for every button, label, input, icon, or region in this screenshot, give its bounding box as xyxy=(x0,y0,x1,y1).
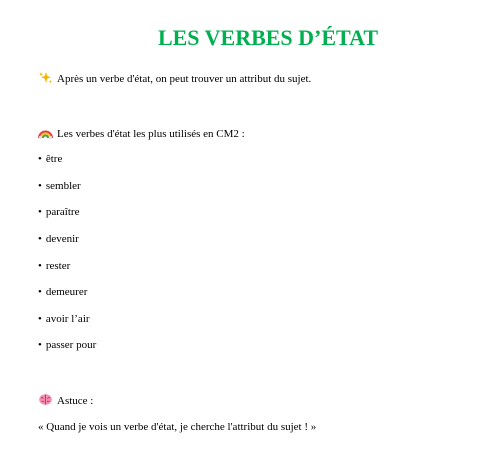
bullet-icon: • xyxy=(38,233,42,245)
list-item xyxy=(38,338,96,352)
list-item xyxy=(38,179,81,193)
verb-sembler: sembler xyxy=(45,180,81,192)
intro-text: Après un verbe d'état, on peut trouver un attribut du sujet. xyxy=(57,73,312,85)
bullet-icon: • xyxy=(38,260,42,272)
sparkles-icon xyxy=(38,71,53,84)
intro-line xyxy=(38,71,311,86)
bullet-icon: • xyxy=(38,180,42,192)
page-title: LES VERBES D’ÉTAT xyxy=(157,25,379,50)
bullet-icon: • xyxy=(38,153,42,165)
verb-etre: être xyxy=(45,153,63,165)
verb-avoir-lair: avoir l’air xyxy=(45,313,90,325)
list-heading-text: Les verbes d'état les plus utilisés en CM2 : xyxy=(57,128,245,140)
bullet-icon: • xyxy=(38,313,42,325)
list-item xyxy=(38,312,90,326)
rainbow-icon xyxy=(38,126,53,139)
list-item xyxy=(38,232,79,246)
verb-paraitre: paraître xyxy=(45,206,80,218)
brain-icon xyxy=(38,393,53,406)
verb-devenir: devenir xyxy=(45,233,79,245)
list-item xyxy=(38,205,79,219)
bullet-icon: • xyxy=(38,206,42,218)
list-item xyxy=(38,152,62,166)
verb-rester: rester xyxy=(45,260,71,272)
tip-text: « Quand je vois un verbe d'état, je cherche l'attribut du sujet ! » xyxy=(38,421,317,433)
bullet-icon: • xyxy=(38,339,42,351)
verb-passer-pour: passer pour xyxy=(45,339,97,351)
verb-demeurer: demeurer xyxy=(45,286,88,298)
bullet-icon: • xyxy=(38,286,42,298)
list-heading-line xyxy=(38,126,245,141)
list-item xyxy=(38,285,87,299)
list-item xyxy=(38,259,70,273)
tip-heading-line xyxy=(38,393,93,408)
tip-heading-text: Astuce : xyxy=(57,395,94,407)
